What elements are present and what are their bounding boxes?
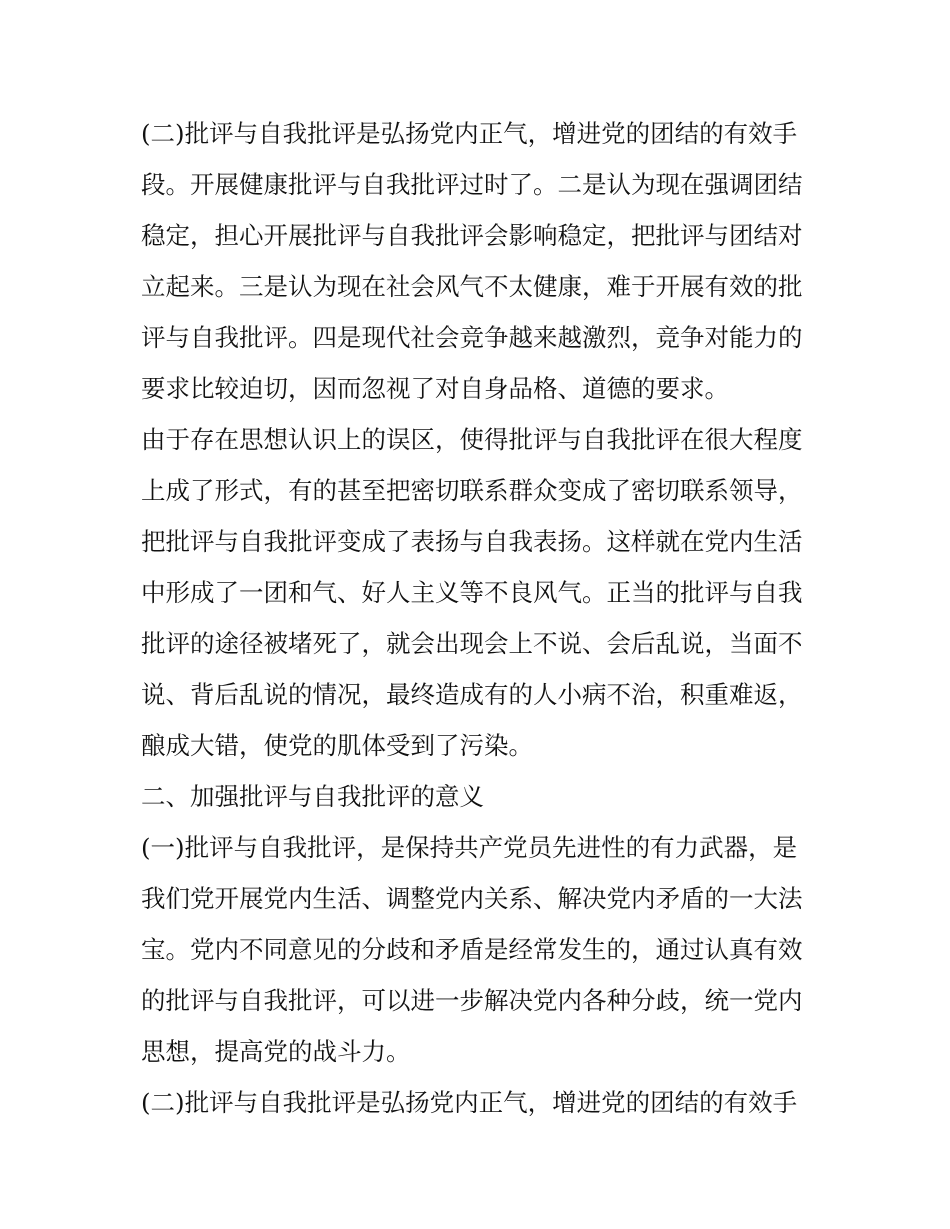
text-line: 由于存在思想认识上的误区，使得批评与自我批评在很大程度 (141, 425, 803, 454)
text-line: 要求比较迫切，因而忽视了对自身品格、道德的要求。 (141, 374, 729, 403)
paragraph-3 (141, 822, 813, 1077)
text-line: 说、背后乱说的情况，最终造成有的人小病不治，积重难返， (141, 680, 803, 709)
text-line: 中形成了一团和气、好人主义等不良风气。正当的批评与自我 (141, 578, 803, 607)
text-line: (一)批评与自我批评，是保持共产党员先进性的有力武器，是 (141, 833, 798, 862)
text-line: 立起来。三是认为现在社会风气不太健康，难于开展有效的批 (141, 272, 803, 301)
text-line: 段。开展健康批评与自我批评过时了。二是认为现在强调团结 (141, 170, 803, 199)
text-line: 把批评与自我批评变成了表扬与自我表扬。这样就在党内生活 (141, 527, 803, 556)
section-heading (141, 771, 813, 822)
text-line: 批评的途径被堵死了，就会出现会上不说、会后乱说，当面不 (141, 629, 803, 658)
text-line: 我们党开展党内生活、调整党内关系、解决党内矛盾的一大法 (141, 884, 803, 913)
text-line: (二)批评与自我批评是弘扬党内正气，增进党的团结的有效手 (141, 1088, 798, 1117)
paragraph-4 (141, 1077, 813, 1128)
text-line: 酿成大错，使党的肌体受到了污染。 (141, 731, 533, 760)
text-line: 评与自我批评。四是现代社会竞争越来越激烈，竞争对能力的 (141, 323, 803, 352)
text-line: 的批评与自我批评，可以进一步解决党内各种分歧，统一党内 (141, 986, 803, 1015)
paragraph-2 (141, 414, 813, 771)
text-line: 上成了形式，有的甚至把密切联系群众变成了密切联系领导， (141, 476, 803, 505)
text-line: 思想，提高党的战斗力。 (141, 1037, 411, 1066)
document-body (141, 108, 813, 1128)
heading-line: 二、加强批评与自我批评的意义 (141, 782, 484, 811)
text-line: 宝。党内不同意见的分歧和矛盾是经常发生的，通过认真有效 (141, 935, 803, 964)
paragraph-1 (141, 108, 813, 414)
text-line: 稳定，担心开展批评与自我批评会影响稳定，把批评与团结对 (141, 221, 803, 250)
text-line: (二)批评与自我批评是弘扬党内正气，增进党的团结的有效手 (141, 119, 798, 148)
